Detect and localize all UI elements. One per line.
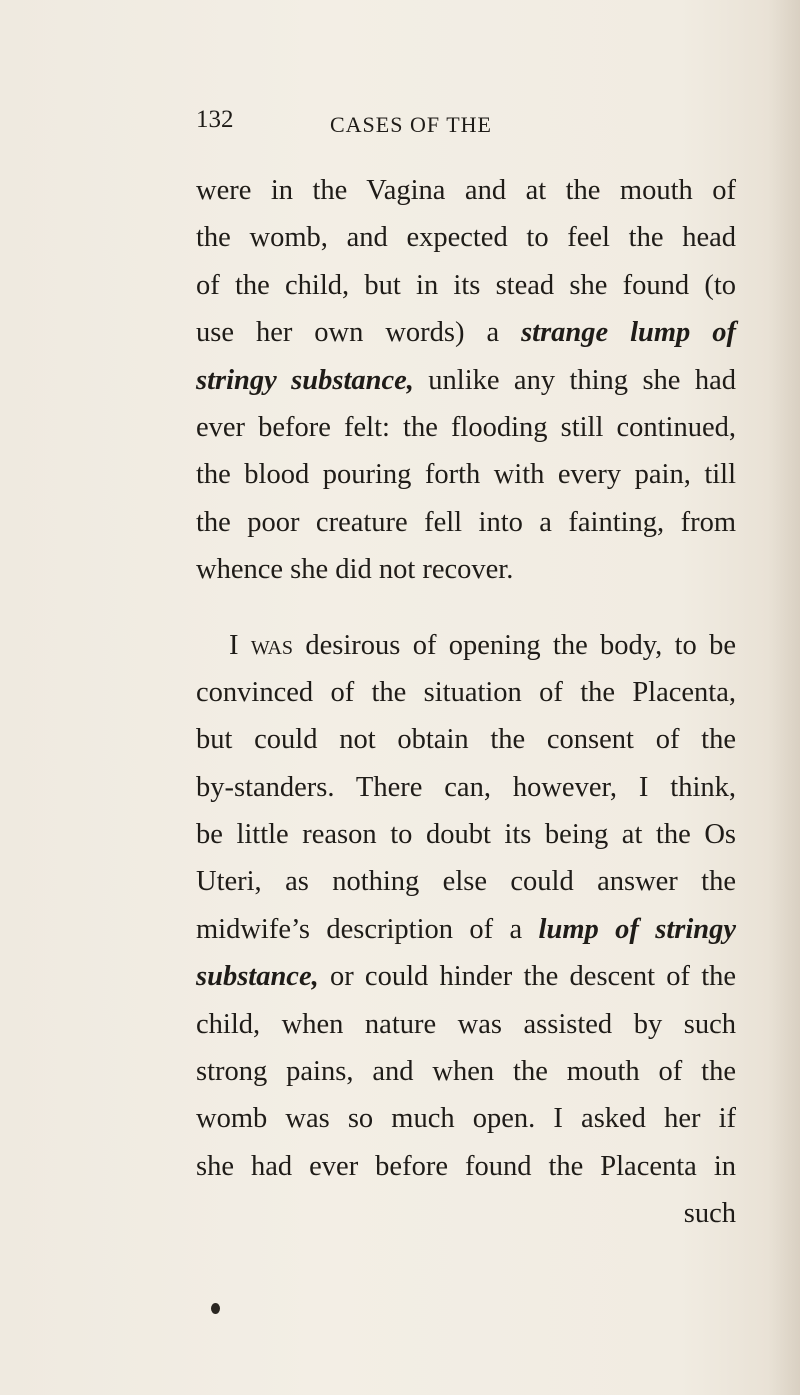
italic-phrase: substance, — [196, 961, 319, 993]
text-span: desirous of opening the body, to be — [305, 629, 737, 661]
text-span: unlike any thing she had — [428, 364, 736, 396]
text-line: strong pains, and when the mouth of the — [196, 1056, 736, 1088]
text-line: of the child, but in its stead she found (to — [196, 269, 736, 301]
text-line — [196, 906, 736, 953]
paragraph-gap — [196, 594, 736, 622]
text-line: the poor creature fell into a fainting, from — [196, 506, 736, 538]
text-line: but could not obtain the consent of the — [196, 724, 736, 756]
body-text — [196, 167, 736, 1238]
text-line — [196, 622, 736, 669]
catchword: such — [683, 1198, 736, 1230]
text-line: the blood pouring forth with every pain, till — [196, 459, 736, 491]
text-line: by-standers. There can, however, I think, — [196, 771, 736, 803]
running-head: CASES OF THE — [330, 112, 492, 137]
text-line — [196, 953, 736, 1000]
text-line: be little reason to doubt its being at the Os — [196, 819, 736, 851]
text-line: convinced of the situation of the Placenta, — [196, 676, 736, 708]
lead-letter: I — [229, 629, 239, 661]
text-line: were in the Vagina and at the mouth of — [196, 175, 736, 206]
text-line: Uteri, as nothing else could answer the — [196, 866, 736, 898]
page-number: 132 — [196, 106, 234, 133]
text-span: or could hinder the descent of the — [329, 961, 737, 993]
italic-phrase: lump of stringy — [538, 913, 737, 945]
text-line: child, when nature was assisted by such — [196, 1008, 736, 1040]
text-span: use her own words) a — [196, 317, 500, 349]
text-line — [196, 309, 736, 356]
text-line: she had ever before found the Placenta in — [196, 1150, 736, 1182]
text-line: ever before felt: the flooding still continued, — [196, 411, 736, 443]
italic-phrase: stringy substance, — [196, 364, 414, 396]
ink-speck — [211, 1303, 220, 1314]
text-line: the womb, and expected to feel the head — [196, 222, 736, 254]
small-caps-word: was — [250, 629, 294, 661]
text-line — [196, 357, 736, 404]
text-line: whence she did not recover. — [196, 554, 514, 586]
text-span: midwife’s description of a — [196, 913, 523, 945]
text-line: womb was so much open. I asked her if — [196, 1103, 736, 1135]
italic-phrase: strange lump of — [521, 317, 737, 349]
